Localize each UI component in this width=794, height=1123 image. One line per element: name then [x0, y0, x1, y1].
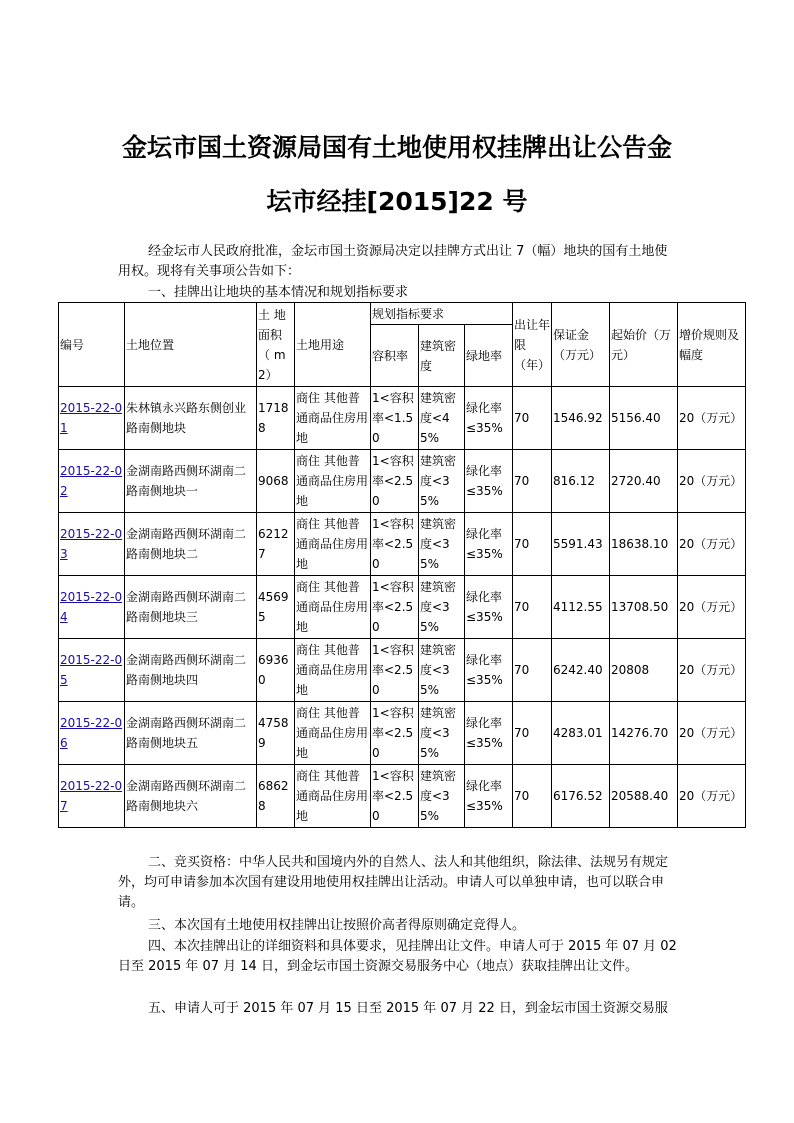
cell-location: 朱林镇永兴路东侧创业路南侧地块: [125, 387, 257, 450]
header-green: 绿地率: [465, 325, 513, 387]
table-row: [59, 576, 746, 639]
cell-location: 金湖南路西侧环湖南二路南侧地块二: [125, 513, 257, 576]
cell-id[interactable]: 2015-22-04: [59, 576, 125, 639]
cell-density: 建筑密度<35%: [419, 576, 465, 639]
table-row: [59, 387, 746, 450]
table-row: [59, 639, 746, 702]
cell-density: 建筑密度<45%: [419, 387, 465, 450]
cell-increment: 20（万元）: [678, 576, 746, 639]
section-2-paragraph: 二、竞买资格：中华人民共和国境内外的自然人、法人和其他组织，除法律、法规另有规定外，均可申请参加本次国有建设用地使用权挂牌出让活动。申请人可以单独申请，也可以联合申请。: [118, 855, 669, 910]
cell-deposit: 4283.01: [552, 702, 610, 765]
cell-deposit: 5591.43: [552, 513, 610, 576]
cell-start-price: 5156.40: [610, 387, 678, 450]
cell-far: 1<容积率<2.50: [371, 450, 419, 513]
table-row: [59, 765, 746, 828]
cell-term: 70: [513, 513, 552, 576]
cell-id[interactable]: 2015-22-07: [59, 765, 125, 828]
header-start-price: 起始价（万元）: [610, 303, 678, 387]
cell-use: 商住 其他普通商品住房用地: [295, 387, 371, 450]
header-id: 编号: [59, 303, 125, 387]
cell-location: 金湖南路西侧环湖南二路南侧地块一: [125, 450, 257, 513]
cell-green: 绿化率≤35%: [465, 387, 513, 450]
cell-far: 1<容积率<2.50: [371, 576, 419, 639]
header-planning: 规划指标要求: [371, 303, 513, 325]
cell-start-price: 13708.50: [610, 576, 678, 639]
cell-area: 47589: [257, 702, 295, 765]
cell-density: 建筑密度<35%: [419, 450, 465, 513]
cell-area: 45695: [257, 576, 295, 639]
cell-start-price: 20588.40: [610, 765, 678, 828]
cell-area: 68628: [257, 765, 295, 828]
cell-use: 商住 其他普通商品住房用地: [295, 450, 371, 513]
cell-id[interactable]: 2015-22-02: [59, 450, 125, 513]
header-far: 容积率: [371, 325, 419, 387]
table-row: [59, 702, 746, 765]
cell-use: 商住 其他普通商品住房用地: [295, 639, 371, 702]
cell-green: 绿化率≤35%: [465, 513, 513, 576]
cell-density: 建筑密度<35%: [419, 765, 465, 828]
cell-area: 62127: [257, 513, 295, 576]
cell-term: 70: [513, 639, 552, 702]
header-deposit: 保证金（万元）: [552, 303, 610, 387]
cell-increment: 20（万元）: [678, 450, 746, 513]
cell-density: 建筑密度<35%: [419, 513, 465, 576]
cell-start-price: 14276.70: [610, 702, 678, 765]
cell-location: 金湖南路西侧环湖南二路南侧地块五: [125, 702, 257, 765]
cell-density: 建筑密度<35%: [419, 702, 465, 765]
cell-location: 金湖南路西侧环湖南二路南侧地块三: [125, 576, 257, 639]
cell-deposit: 4112.55: [552, 576, 610, 639]
cell-term: 70: [513, 387, 552, 450]
table-body: [59, 387, 746, 828]
cell-use: 商住 其他普通商品住房用地: [295, 765, 371, 828]
header-density: 建筑密度: [419, 325, 465, 387]
cell-area: 69360: [257, 639, 295, 702]
cell-green: 绿化率≤35%: [465, 765, 513, 828]
cell-increment: 20（万元）: [678, 765, 746, 828]
cell-use: 商住 其他普通商品住房用地: [295, 513, 371, 576]
section-1-heading: 一、挂牌出让地块的基本情况和规划指标要求: [148, 285, 409, 300]
cell-deposit: 6242.40: [552, 639, 610, 702]
land-parcel-table: [58, 302, 746, 828]
cell-id[interactable]: 2015-22-05: [59, 639, 125, 702]
document-title-line-2: 坛市经挂[2015]22 号: [266, 187, 528, 216]
header-use: 土地用途: [295, 303, 371, 387]
cell-increment: 20（万元）: [678, 387, 746, 450]
cell-far: 1<容积率<2.50: [371, 702, 419, 765]
cell-density: 建筑密度<35%: [419, 639, 465, 702]
cell-area: 17188: [257, 387, 295, 450]
cell-location: 金湖南路西侧环湖南二路南侧地块六: [125, 765, 257, 828]
intro-paragraph: 经金坛市人民政府批准，金坛市国土资源局决定以挂牌方式出让 7（幅）地块的国有土地使用权。现将有关事项公告如下：: [118, 244, 668, 279]
cell-location: 金湖南路西侧环湖南二路南侧地块四: [125, 639, 257, 702]
cell-increment: 20（万元）: [678, 639, 746, 702]
cell-id[interactable]: 2015-22-06: [59, 702, 125, 765]
cell-term: 70: [513, 450, 552, 513]
table-row: [59, 450, 746, 513]
cell-far: 1<容积率<1.50: [371, 387, 419, 450]
cell-green: 绿化率≤35%: [465, 450, 513, 513]
cell-use: 商住 其他普通商品住房用地: [295, 576, 371, 639]
cell-increment: 20（万元）: [678, 702, 746, 765]
header-increment: 增价规则及幅度: [678, 303, 746, 387]
cell-id[interactable]: 2015-22-01: [59, 387, 125, 450]
table-row: [59, 513, 746, 576]
cell-use: 商住 其他普通商品住房用地: [295, 702, 371, 765]
cell-deposit: 6176.52: [552, 765, 610, 828]
cell-increment: 20（万元）: [678, 513, 746, 576]
cell-far: 1<容积率<2.50: [371, 639, 419, 702]
header-term: 出让年限（年）: [513, 303, 552, 387]
cell-start-price: 18638.10: [610, 513, 678, 576]
cell-far: 1<容积率<2.50: [371, 765, 419, 828]
section-4-paragraph: 四、本次挂牌出让的详细资料和具体要求，见挂牌出让文件。申请人可于 2015 年 07 月 02 日至 2015 年 07 月 14 日，到金坛市国土资源交易服务中心（地点）获取挂牌出让文件。: [118, 939, 677, 974]
cell-start-price: 2720.40: [610, 450, 678, 513]
cell-green: 绿化率≤35%: [465, 639, 513, 702]
cell-deposit: 816.12: [552, 450, 610, 513]
cell-term: 70: [513, 765, 552, 828]
header-area: 土 地面积（ m2）: [257, 303, 295, 387]
cell-green: 绿化率≤35%: [465, 576, 513, 639]
cell-start-price: 20808: [610, 639, 678, 702]
cell-id[interactable]: 2015-22-03: [59, 513, 125, 576]
cell-far: 1<容积率<2.50: [371, 513, 419, 576]
cell-area: 9068: [257, 450, 295, 513]
cell-term: 70: [513, 702, 552, 765]
header-location: 土地位置: [125, 303, 257, 387]
section-3-paragraph: 三、本次国有土地使用权挂牌出让按照价高者得原则确定竞得人。: [148, 918, 526, 933]
cell-green: 绿化率≤35%: [465, 702, 513, 765]
cell-term: 70: [513, 576, 552, 639]
cell-deposit: 1546.92: [552, 387, 610, 450]
document-title-line-1: 金坛市国土资源局国有土地使用权挂牌出让公告金: [121, 133, 672, 162]
section-5-paragraph: 五、申请人可于 2015 年 07 月 15 日至 2015 年 07 月 22 日，到金坛市国土资源交易服: [148, 1001, 668, 1016]
